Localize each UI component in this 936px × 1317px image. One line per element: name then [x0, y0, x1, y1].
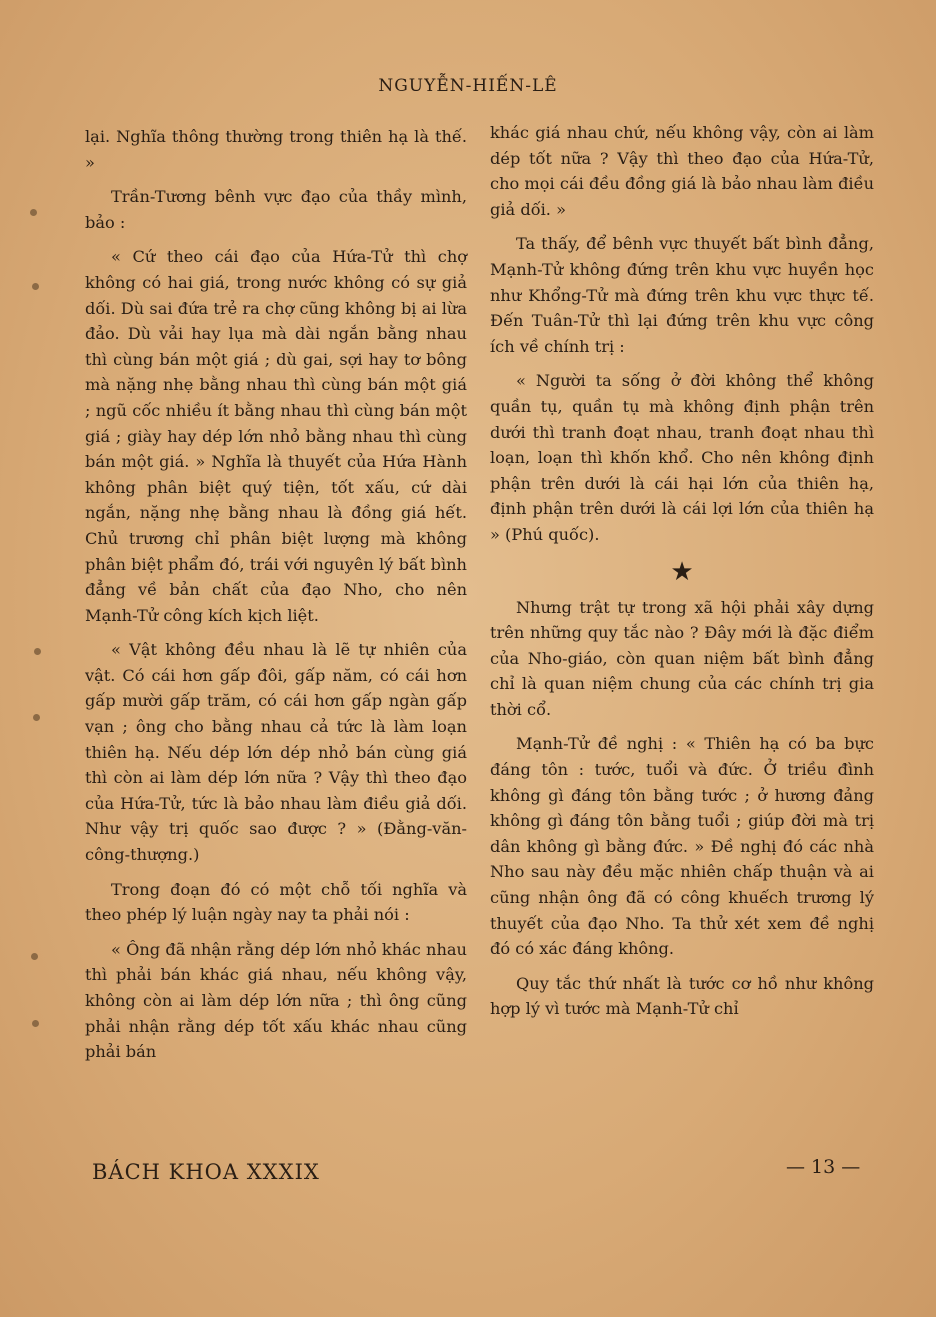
- binding-hole: [34, 648, 41, 655]
- paragraph: Trong đoạn đó có một chỗ tối nghĩa và theo phép lý luận ngày nay ta phải nói :: [85, 879, 467, 925]
- paragraph: « Người ta sống ở đời không thể không quần tụ, quần tụ mà không định phận trên dưới thì tranh đoạt nhau, tranh đoạt nhau thì loạn, loạn thì khốn khổ. Cho nên không định phận trên dưới là cái hại lớn của thiên hạ, định phận trên dưới là cái lợi lớn của thiên hạ » (Phú quốc).: [490, 371, 874, 544]
- paragraph: Trần-Tương bênh vực đạo của thầy mình, bảo :: [85, 187, 467, 232]
- binding-hole: [30, 209, 37, 216]
- paragraph: « Cứ theo cái đạo của Hứa-Tử thì chợ không có hai giá, trong nước không có sự giả dối. Dù sai đứa trẻ ra chợ cũng không bị ai lừa đảo. Dù vải hay lụa mà dài ngắn bằng nhau thì cùng bán một giá ; dù gai, sợi hay tơ bông mà nặng nhẹ bằng nhau thì cùng bán một giá ; ngũ cốc nhiều ít bằng nhau thì cùng bán một giá ; giày hay dép lớn nhỏ bằng nhau thì cùng bán một giá. » Nghĩa là thuyết của Hứa Hành không phân biệt quý tiện, tốt xấu, cứ dài ngắn, nặng nhẹ bằng nhau là đồng giá hết. Chủ trương chỉ phân biệt lượng mà không phân biệt phẩm đó, trái với nguyên lý bất bình đẳng về bản chất của đạo Nho, cho nên Mạnh-Tử công kích kịch liệt.: [85, 247, 467, 625]
- paragraph: « Ông đã nhận rằng dép lớn nhỏ khác nhau thì phải bán khác giá nhau, nếu không vậy, không còn ai làm dép lớn nữa ; thì ông cũng phải nhận rằng dép tốt xấu khác nhau cũng phải bán: [85, 939, 467, 1062]
- paragraph: lại. Nghĩa thông thường trong thiên hạ là thế. »: [85, 127, 467, 172]
- binding-hole: [32, 1020, 39, 1027]
- magazine-footer: BÁCH KHOA XXXIX: [92, 1160, 320, 1184]
- left-column: [85, 124, 467, 1074]
- binding-hole: [32, 283, 39, 290]
- section-divider-star-icon: ★: [670, 556, 694, 587]
- binding-hole: [33, 714, 40, 721]
- paragraph: Ta thấy, để bênh vực thuyết bất bình đẳng, Mạnh-Tử không đứng trên khu vực huyền học như Khổng-Tử mà đứng trên khu vực thực tế. Đến Tuân-Tử thì lại đứng trên khu vực công ích về chính trị :: [490, 234, 874, 356]
- right-column: [490, 120, 874, 1031]
- paragraph: Mạnh-Tử đề nghị : « Thiên hạ có ba bực đáng tôn : tước, tuổi và đức. Ở triều đình không gì đáng tôn bằng tước ; ở hương đảng không gì đáng tôn bằng tuổi ; giúp đời mà trị dân không gì bằng đức. » Đề nghị đó các nhà Nho sau này đều mặc nhiên chấp thuận và ai cũng nhận ông đã có công khuếch trương lý thuyết của đạo Nho. Ta thử xét xem đề nghị đó có xác đáng không.: [490, 734, 874, 959]
- paragraph: Quy tắc thứ nhất là tước cơ hồ như không hợp lý vì tước mà Mạnh-Tử chỉ: [490, 973, 874, 1019]
- paragraph: « Vật không đều nhau là lẽ tự nhiên của vật. Có cái hơn gấp đôi, gấp năm, có cái hơn gấp mười gấp trăm, có cái hơn gấp ngàn gấp vạn ; ông cho bằng nhau cả tức là làm loạn thiên hạ. Nếu dép lớn dép nhỏ bán cùng giá thì còn ai làm dép lớn nữa ? Vậy thì theo đạo của Hứa-Tử, tức là bảo nhau làm điều giả dối. Như vậy trị quốc sao được ? » (Đằng-văn-công-thượng.): [85, 640, 467, 865]
- running-header: NGUYỄN-HIẾN-LÊ: [378, 76, 558, 96]
- paragraph: Nhưng trật tự trong xã hội phải xây dựng trên những quy tắc nào ? Đây mới là đặc điểm của Nho-giáo, còn quan niệm bất bình đẳng chỉ là quan niệm chung của các chính trị gia thời cổ.: [490, 597, 874, 719]
- paragraph: khác giá nhau chứ, nếu không vậy, còn ai làm dép tốt nữa ? Vậy thì theo đạo của Hứa-Tử, cho mọi cái đều đồng giá là bảo nhau làm điều giả dối. »: [490, 123, 874, 219]
- binding-hole: [31, 953, 38, 960]
- page-number: — 13 —: [786, 1156, 861, 1178]
